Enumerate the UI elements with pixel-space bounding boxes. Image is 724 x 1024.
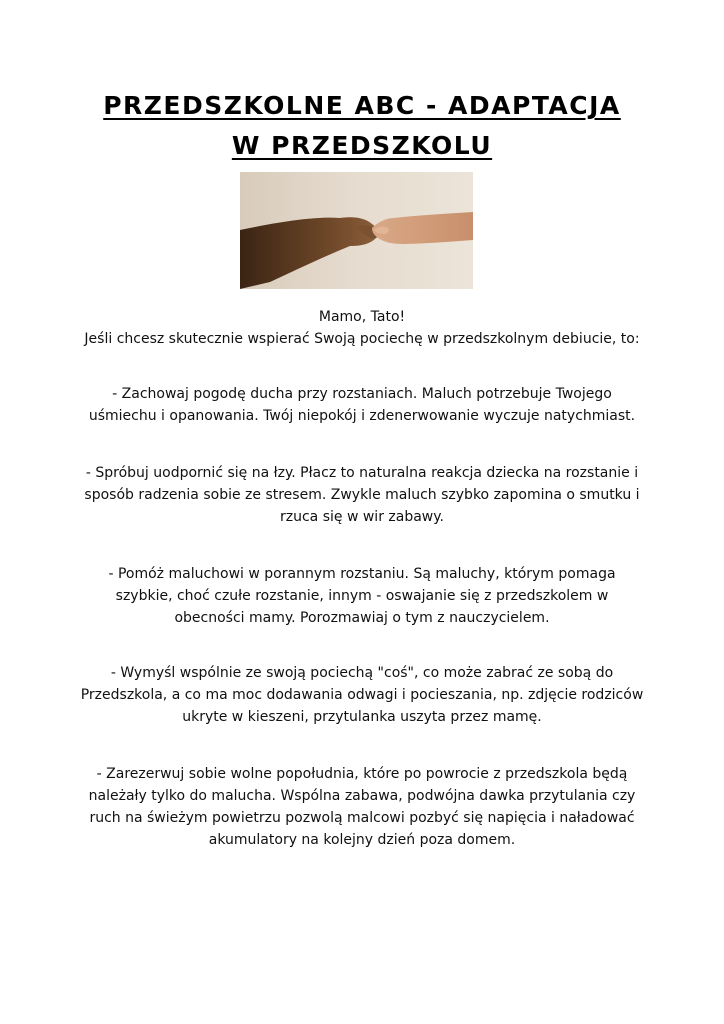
- tip-paragraph-5: [70, 763, 654, 851]
- tip-5-line-2: należały tylko do malucha. Wspólna zabawa, podwójna dawka przytulania czy: [88, 788, 636, 804]
- page-title: [0, 88, 724, 124]
- tip-1-line-1: - Zachowaj pogodę ducha przy rozstaniach. Maluch potrzebuje Twojego: [112, 386, 612, 402]
- tip-paragraph-3: [70, 563, 654, 629]
- intro-lead: Jeśli chcesz skutecznie wspierać Swoją pociechę w przedszkolnym debiucie, to:: [84, 331, 640, 347]
- tip-paragraph-2: [70, 462, 654, 528]
- tip-2-line-2: sposób radzenia sobie ze stresem. Zwykle maluch szybko zapomina o smutku i: [84, 487, 640, 503]
- page-subtitle: [0, 128, 724, 164]
- tip-4-line-3: ukryte w kieszeni, przytulanka uszyta przez mamę.: [182, 709, 542, 725]
- intro-greeting: Mamo, Tato!: [318, 309, 406, 325]
- tip-4-line-1: - Wymyśl wspólnie ze swoją pociechą "coś", co może zabrać ze sobą do: [110, 665, 614, 681]
- tip-3-line-2: szybkie, choć czułe rozstanie, innym - oswajanie się z przedszkolem w: [115, 588, 609, 604]
- tip-5-line-3: ruch na świeżym powietrzu pozwolą malcowi pozbyć się napięcia i naładować: [89, 810, 635, 826]
- tip-paragraph-1: [70, 383, 654, 427]
- tip-2-line-3: rzuca się w wir zabawy.: [280, 509, 444, 525]
- tip-3-line-3: obecności mamy. Porozmawiaj o tym z nauczycielem.: [174, 610, 550, 626]
- tip-5-line-4: akumulatory na kolejny dzień poza domem.: [208, 832, 516, 848]
- tip-paragraph-4: [70, 662, 654, 728]
- tip-5-line-1: - Zarezerwuj sobie wolne popołudnia, które po powrocie z przedszkola będą: [96, 766, 628, 782]
- tip-1-line-2: uśmiechu i opanowania. Twój niepokój i zdenerwowanie wyczuje natychmiast.: [88, 408, 636, 424]
- tip-4-line-2: Przedszkola, a co ma moc dodawania odwagi i pocieszania, np. zdjęcie rodziców: [80, 687, 644, 703]
- title-line-2: W PRZEDSZKOLU: [231, 131, 493, 160]
- tip-3-line-1: - Pomóż maluchowi w porannym rozstaniu. Są maluchy, którym pomaga: [108, 566, 616, 582]
- hands-holding-photo-icon: [240, 172, 473, 289]
- tip-2-line-1: - Spróbuj uodpornić się na łzy. Płacz to naturalna reakcja dziecka na rozstanie i: [85, 465, 639, 481]
- title-line-1: PRZEDSZKOLNE ABC - ADAPTACJA: [103, 91, 621, 120]
- intro-paragraph: [70, 306, 654, 350]
